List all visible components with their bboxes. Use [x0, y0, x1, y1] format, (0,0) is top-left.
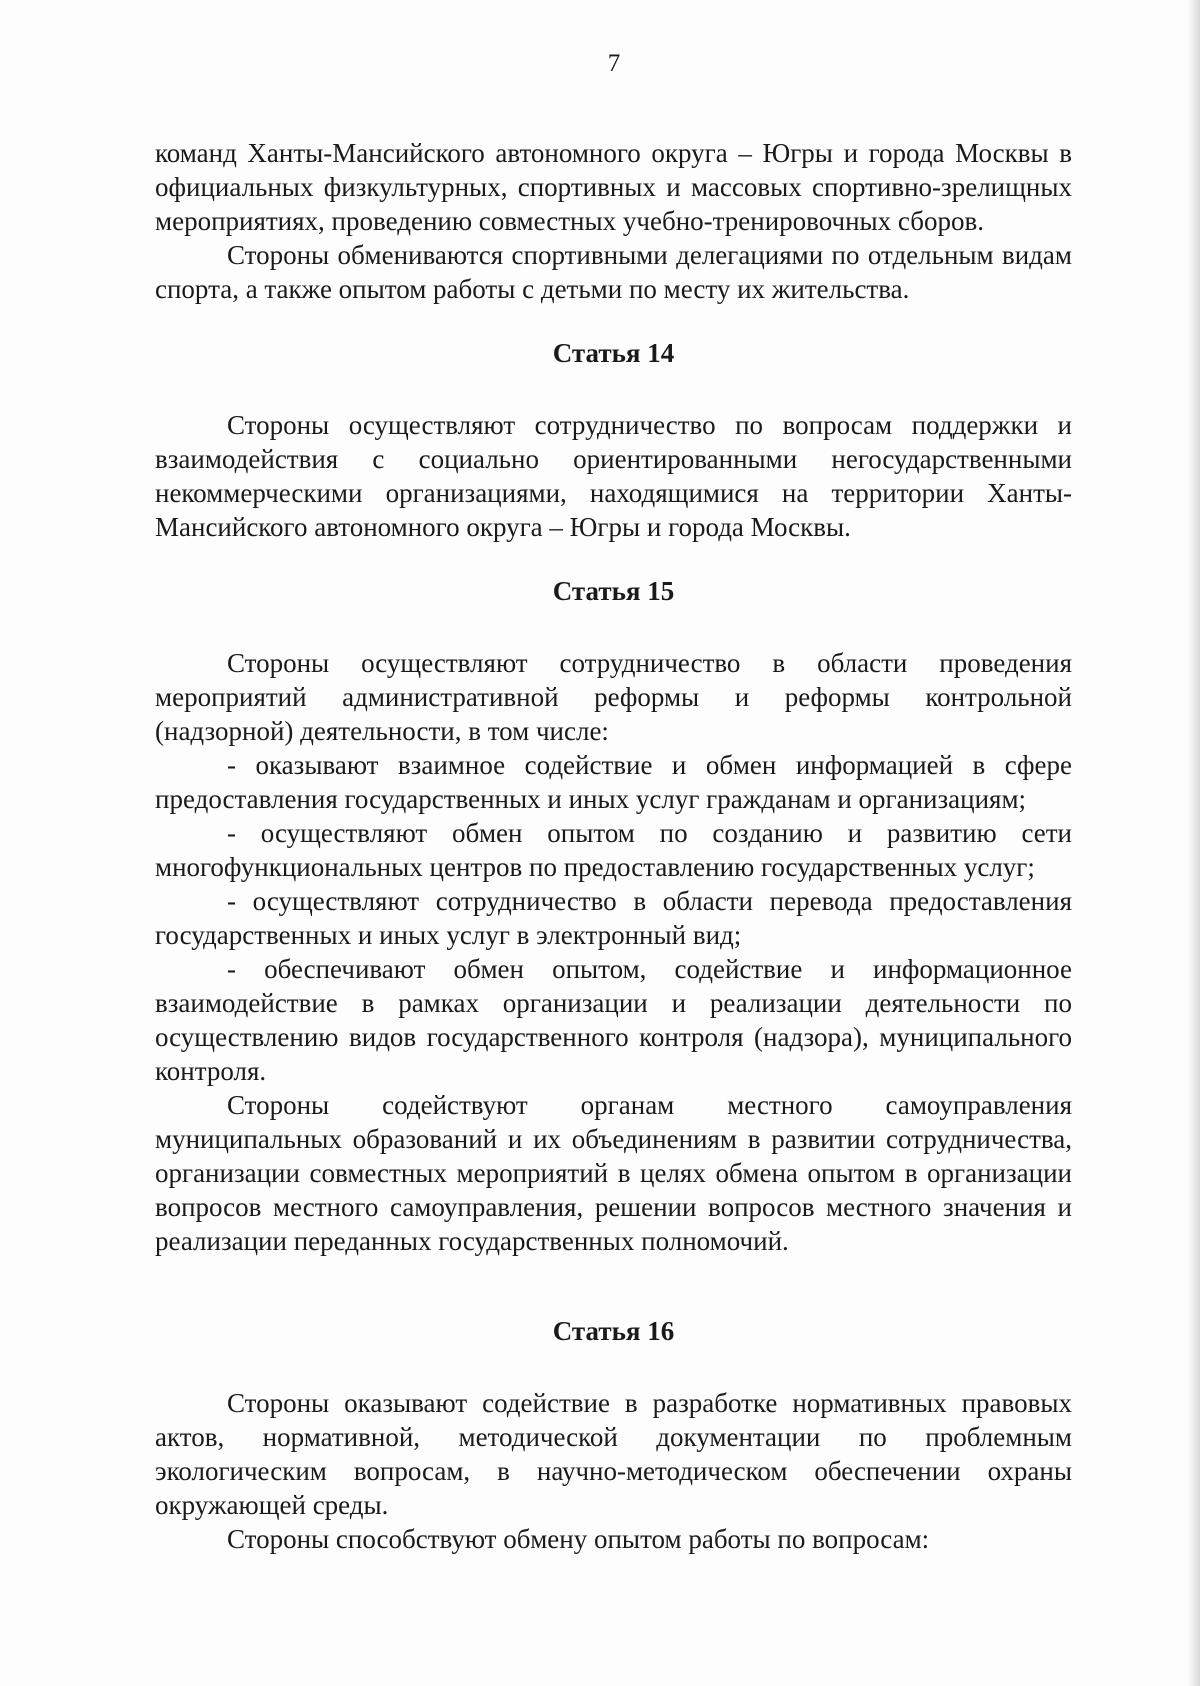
paragraph-continuation: команд Ханты-Мансийского автономного округа – Югры и города Москвы в официальных физкультурных, спортивных и массовых спортивно-зрелищных мероприятиях, проведению совместных учебно-тренировочных сборов. [155, 138, 1072, 236]
article-14-heading: Статья 14 [552, 338, 675, 368]
article-15-heading: Статья 15 [552, 576, 675, 606]
list-item: - оказывают взаимное содействие и обмен информацией в сфере предоставления государственных и иных услуг гражданам и организациям; [155, 750, 1072, 814]
page-number: 7 [607, 50, 621, 77]
list-item: - осуществляют сотрудничество в области перевода предоставления государственных и иных услуг в электронный вид; [155, 886, 1072, 950]
list-item: - осуществляют обмен опытом по созданию и развитию сети многофункциональных центров по предоставлению государственных услуг; [155, 818, 1072, 882]
page-edge-shadow [1186, 0, 1200, 1686]
document-body [155, 136, 1072, 1556]
list-item: - обеспечивают обмен опытом, содействие и информационное взаимодействие в рамках организации и реализации деятельности по осуществлению видов государственного контроля (надзора), муниципального контроля. [155, 954, 1072, 1086]
article-15-intro: Стороны осуществляют сотрудничество в области проведения мероприятий административной реформы и реформы контрольной (надзорной) деятельности, в том числе: [155, 648, 1072, 746]
article-16-text-1: Стороны оказывают содействие в разработке нормативных правовых актов, нормативной, методической документации по проблемным экологическим вопросам, в научно-методическом обеспечении охраны окружающей среды. [155, 1388, 1072, 1520]
article-16-heading: Статья 16 [552, 1316, 675, 1346]
paragraph-delegations: Стороны обмениваются спортивными делегациями по отдельным видам спорта, а также опытом работы с детьми по месту их жительства. [155, 240, 1072, 304]
article-16-text-2: Стороны способствуют обмену опытом работы по вопросам: [227, 1524, 930, 1554]
article-14-text: Стороны осуществляют сотрудничество по вопросам поддержки и взаимодействия с социально ориентированными негосударственными некоммерческими организациями, находящимися на территории Ханты-Мансийского автономного округа – Югры и города Москвы. [155, 410, 1072, 542]
article-15-closing: Стороны содействуют органам местного самоуправления муниципальных образований и их объединениям в развитии сотрудничества, организации совместных мероприятий в целях обмена опытом в организации вопросов местного самоуправления, решении вопросов местного значения и реализации переданных государственных полномочий. [155, 1090, 1072, 1256]
